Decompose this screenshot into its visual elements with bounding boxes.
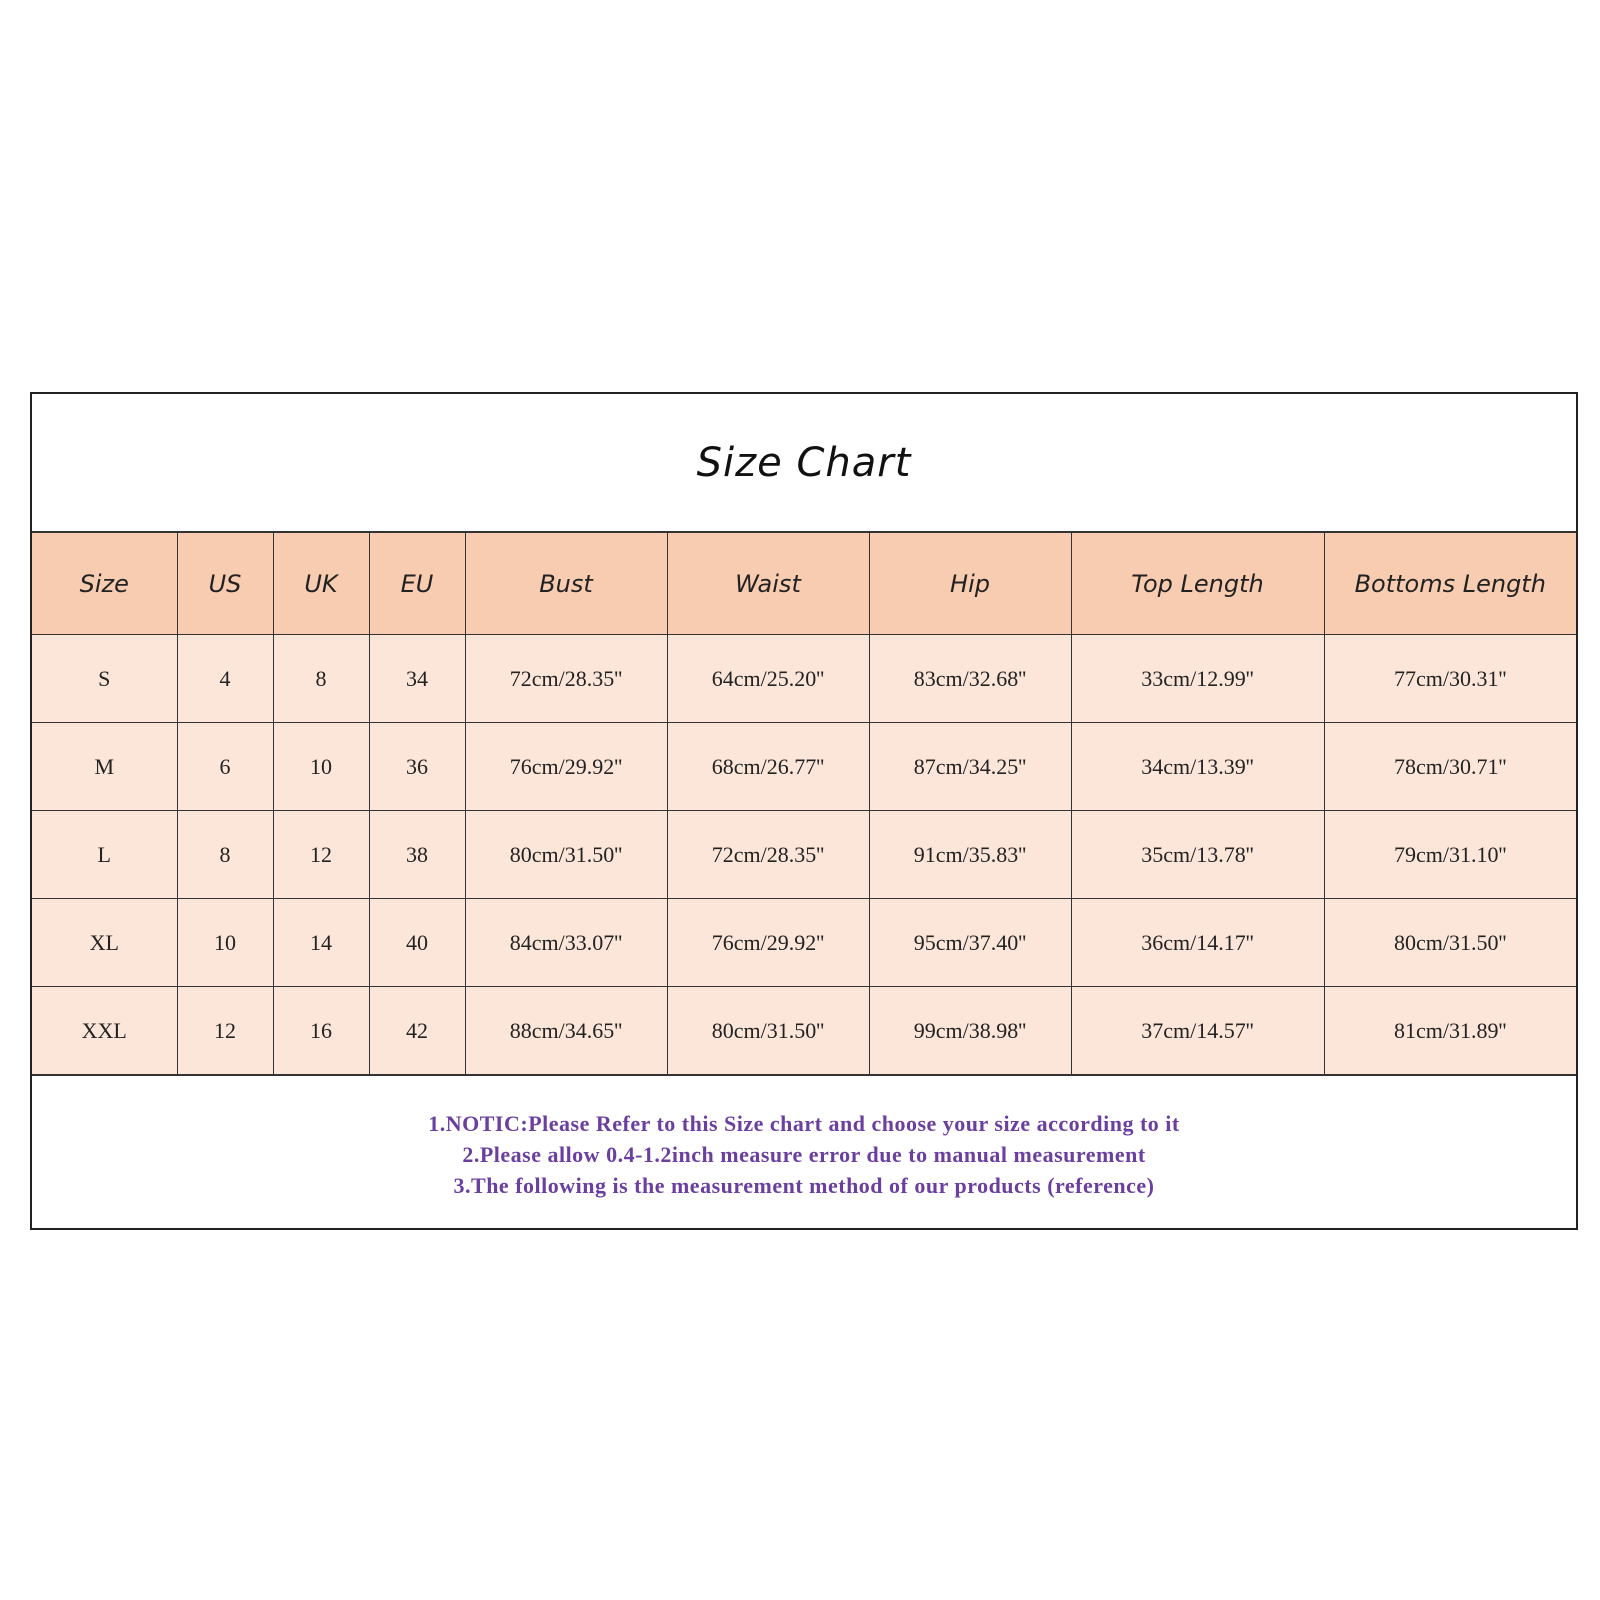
table-cell: 72cm/28.35'' — [465, 635, 667, 723]
table-cell: 36 — [369, 723, 465, 811]
table-cell: 78cm/30.71'' — [1324, 723, 1576, 811]
table-cell: 8 — [177, 811, 273, 899]
table-cell: 10 — [273, 723, 369, 811]
table-cell: XL — [32, 899, 177, 987]
column-header-bottoms-length: Bottoms Length — [1324, 532, 1576, 635]
table-row — [32, 723, 1576, 811]
table-cell: 4 — [177, 635, 273, 723]
table-cell: 79cm/31.10'' — [1324, 811, 1576, 899]
column-header-bust: Bust — [465, 532, 667, 635]
table-row — [32, 899, 1576, 987]
table-cell: 72cm/28.35'' — [667, 811, 869, 899]
table-cell: 6 — [177, 723, 273, 811]
column-header-hip: Hip — [869, 532, 1071, 635]
table-cell: 77cm/30.31'' — [1324, 635, 1576, 723]
page-title: Size Chart — [696, 439, 912, 486]
table-cell: 34cm/13.39'' — [1071, 723, 1324, 811]
note-line: 3.The following is the measurement method of our products (reference) — [453, 1172, 1155, 1198]
table-cell: 87cm/34.25'' — [869, 723, 1071, 811]
table-cell: 81cm/31.89'' — [1324, 987, 1576, 1076]
table-cell: 34 — [369, 635, 465, 723]
table-cell: XXL — [32, 987, 177, 1076]
table-cell: 84cm/33.07'' — [465, 899, 667, 987]
table-cell: 12 — [177, 987, 273, 1076]
table-cell: 10 — [177, 899, 273, 987]
table-cell: 80cm/31.50'' — [1324, 899, 1576, 987]
table-cell: 99cm/38.98'' — [869, 987, 1071, 1076]
table-cell: 80cm/31.50'' — [465, 811, 667, 899]
size-chart-sheet — [30, 392, 1578, 1230]
table-cell: 40 — [369, 899, 465, 987]
table-cell: 83cm/32.68'' — [869, 635, 1071, 723]
table-cell: 80cm/31.50'' — [667, 987, 869, 1076]
table-cell: 38 — [369, 811, 465, 899]
table-cell: 64cm/25.20'' — [667, 635, 869, 723]
column-header-size: Size — [32, 532, 177, 635]
table-cell: S — [32, 635, 177, 723]
table-cell: 16 — [273, 987, 369, 1076]
table-cell: 35cm/13.78'' — [1071, 811, 1324, 899]
table-row — [32, 987, 1576, 1076]
table-cell: 33cm/12.99'' — [1071, 635, 1324, 723]
column-header-uk: UK — [273, 532, 369, 635]
table-cell: 68cm/26.77'' — [667, 723, 869, 811]
size-table — [32, 531, 1576, 1076]
table-cell: 76cm/29.92'' — [667, 899, 869, 987]
column-header-top-length: Top Length — [1071, 532, 1324, 635]
table-row — [32, 811, 1576, 899]
table-cell: 8 — [273, 635, 369, 723]
table-cell: 37cm/14.57'' — [1071, 987, 1324, 1076]
note-line: 2.Please allow 0.4-1.2inch measure error due to manual measurement — [462, 1141, 1146, 1167]
table-cell: 88cm/34.65'' — [465, 987, 667, 1076]
table-cell: 36cm/14.17'' — [1071, 899, 1324, 987]
table-cell: 91cm/35.83'' — [869, 811, 1071, 899]
column-header-eu: EU — [369, 532, 465, 635]
column-header-waist: Waist — [667, 532, 869, 635]
table-cell: 76cm/29.92'' — [465, 723, 667, 811]
table-cell: 12 — [273, 811, 369, 899]
table-cell: 14 — [273, 899, 369, 987]
notes-section — [32, 1080, 1576, 1228]
table-cell: M — [32, 723, 177, 811]
table-row — [32, 635, 1576, 723]
title-band — [32, 394, 1576, 531]
table-cell: 42 — [369, 987, 465, 1076]
table-header-row — [32, 532, 1576, 635]
table-cell: L — [32, 811, 177, 899]
note-line: 1.NOTIC:Please Refer to this Size chart and choose your size according to it — [428, 1110, 1180, 1136]
table-cell: 95cm/37.40'' — [869, 899, 1071, 987]
column-header-us: US — [177, 532, 273, 635]
